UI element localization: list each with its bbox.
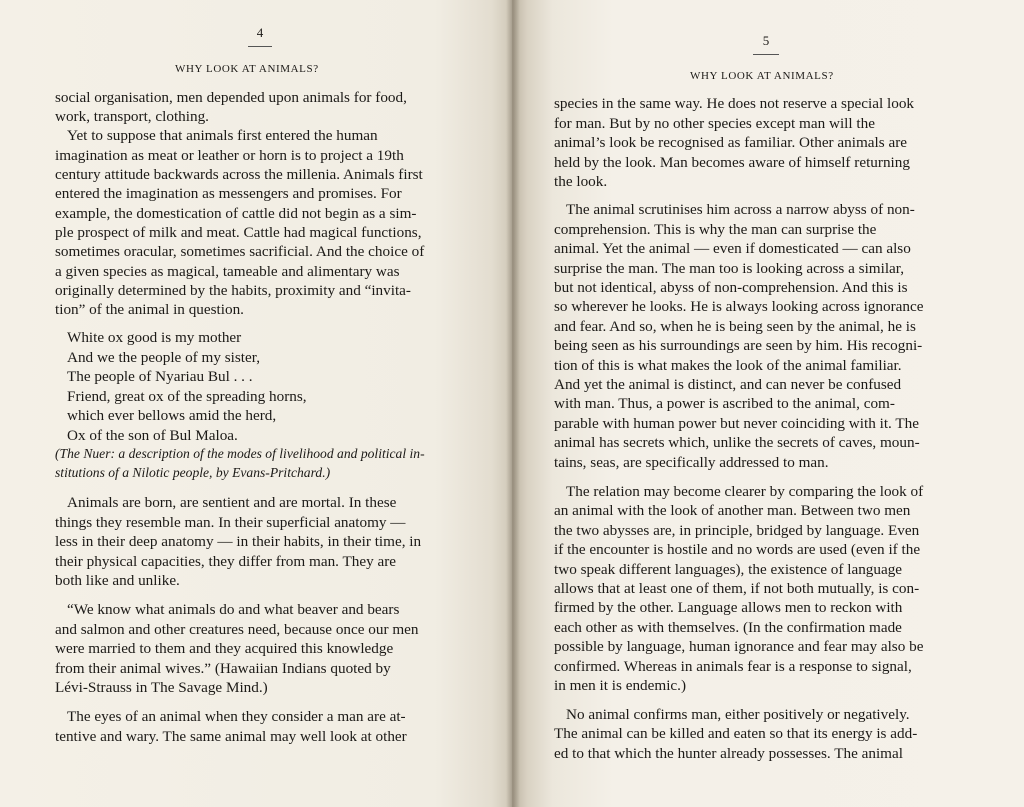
text-line: surprise the man. The man too is looking across a similar, xyxy=(554,260,905,277)
text-line: “We know what animals do and what beaver and bears xyxy=(67,601,400,618)
verse-line: which ever bellows amid the herd, xyxy=(67,407,277,424)
text-line: originally determined by the habits, proximity and “invita- xyxy=(55,282,411,299)
text-line: animal. Yet the animal — even if domesticated — can also xyxy=(554,240,911,257)
verse-line: The people of Nyariau Bul . . . xyxy=(67,368,253,385)
text-line: Lévi-Strauss in The Savage Mind.) xyxy=(55,679,268,696)
text-line: were married to them and they acquired this knowledge xyxy=(55,640,394,657)
text-line: for man. But by no other species except man will the xyxy=(554,115,875,132)
text-line: the two abysses are, in principle, bridged by language. Even xyxy=(554,522,920,539)
verse-line: And we the people of my sister, xyxy=(67,349,260,366)
text-line: an animal with the look of another man. Between two men xyxy=(554,502,911,519)
text-line: with man. Thus, a power is ascribed to the animal, com- xyxy=(554,395,895,412)
text-line: tion of this is what makes the look of the animal familiar. xyxy=(554,357,902,374)
verse-line: Friend, great ox of the spreading horns, xyxy=(67,388,307,405)
citation-line: stitutions of a Nilotic people, by Evans-Pritchard.) xyxy=(55,465,331,480)
text-line: less in their deep anatomy — in their habits, in their time, in xyxy=(55,533,422,550)
text-line: example, the domestication of cattle did not begin as a sim- xyxy=(55,205,417,222)
text-line: held by the look. Man becomes aware of himself returning xyxy=(554,154,910,171)
text-line: if the encounter is hostile and no words are used (even if the xyxy=(554,541,921,558)
page-number: 5 xyxy=(762,33,770,48)
text-line: and fear. And so, when he is being seen by the animal, he is xyxy=(554,318,916,335)
text-line: confirmed. Whereas in animals fear is a response to signal, xyxy=(554,658,912,675)
text-line: species in the same way. He does not reserve a special look xyxy=(554,95,915,112)
text-line: in men it is endemic.) xyxy=(554,677,687,694)
text-line: parable with human power but never coinciding with it. The xyxy=(554,415,919,432)
text-line: comprehension. This is why the man can surprise the xyxy=(554,221,877,238)
text-line: but not identical, abyss of non-comprehension. And this is xyxy=(554,279,908,296)
text-line: both like and unlike. xyxy=(55,572,180,589)
text-line: the look. xyxy=(554,173,608,190)
text-line: being seen as his surroundings are seen by him. His recogni- xyxy=(554,337,923,354)
text-line: ple prospect of milk and meat. Cattle had magical functions, xyxy=(55,224,422,241)
text-line: The animal scrutinises him across a narrow abyss of non- xyxy=(566,201,915,218)
page-number-rule xyxy=(248,46,272,47)
text-line: a given species as magical, tameable and alimentary was xyxy=(55,263,400,280)
text-line: Animals are born, are sentient and are mortal. In these xyxy=(67,494,397,511)
text-line: each other as with themselves. (In the confirmation made xyxy=(554,619,902,636)
text-line: tentive and wary. The same animal may well look at other xyxy=(55,728,407,745)
text-line: and salmon and other creatures need, because once our men xyxy=(55,621,419,638)
text-line: their physical capacities, they differ from man. They are xyxy=(55,553,397,570)
text-line: The animal can be killed and eaten so that its energy is add- xyxy=(554,725,918,742)
verse-line: White ox good is my mother xyxy=(67,329,242,346)
running-head: WHY LOOK AT ANIMALS? xyxy=(690,70,834,82)
text-line: sometimes oracular, sometimes sacrificial. And the choice of xyxy=(55,243,425,260)
text-line: animal has secrets which, unlike the secrets of caves, moun- xyxy=(554,434,920,451)
text-line: work, transport, clothing. xyxy=(55,108,209,125)
text-line: entered the imagination as messengers and promises. For xyxy=(55,185,402,202)
text-line: animal’s look be recognised as familiar. Other animals are xyxy=(554,134,907,151)
right-page xyxy=(512,0,1024,807)
text-line: tion” of the animal in question. xyxy=(55,301,244,318)
text-line: No animal confirms man, either positively or negatively. xyxy=(566,706,910,723)
verse-line: Ox of the son of Bul Maloa. xyxy=(67,427,238,444)
text-line: The relation may become clearer by comparing the look of xyxy=(566,483,924,500)
text-line: Yet to suppose that animals first entered the human xyxy=(67,127,378,144)
text-line: social organisation, men depended upon animals for food, xyxy=(55,89,407,106)
text-line: allows that at least one of them, if not both mutually, is con- xyxy=(554,580,920,597)
running-head: WHY LOOK AT ANIMALS? xyxy=(175,63,319,75)
text-line: things they resemble man. In their superficial anatomy — xyxy=(55,514,406,531)
book-gutter xyxy=(506,0,520,807)
text-line: two speak different languages), the existence of language xyxy=(554,561,903,578)
text-line: possible by language, human ignorance and fear may also be xyxy=(554,638,924,655)
text-line: ed to that which the hunter already possesses. The animal xyxy=(554,745,903,762)
text-line: century attitude backwards across the millenia. Animals first xyxy=(55,166,423,183)
text-line: firmed by the other. Language allows men to reckon with xyxy=(554,599,903,616)
text-line: so wherever he looks. He is always looking across ignorance xyxy=(554,298,924,315)
text-line: tains, seas, are specifically addressed to man. xyxy=(554,454,829,471)
text-line: The eyes of an animal when they consider a man are at- xyxy=(67,708,406,725)
page-number: 4 xyxy=(256,25,264,40)
text-line: from their animal wives.” (Hawaiian Indians quoted by xyxy=(55,660,391,677)
page-number-rule xyxy=(753,54,779,55)
text-line: imagination as meat or leather or horn is to project a 19th xyxy=(55,147,404,164)
text-line: And yet the animal is distinct, and can never be confused xyxy=(554,376,902,393)
citation-line: (The Nuer: a description of the modes of livelihood and political in- xyxy=(55,446,425,461)
